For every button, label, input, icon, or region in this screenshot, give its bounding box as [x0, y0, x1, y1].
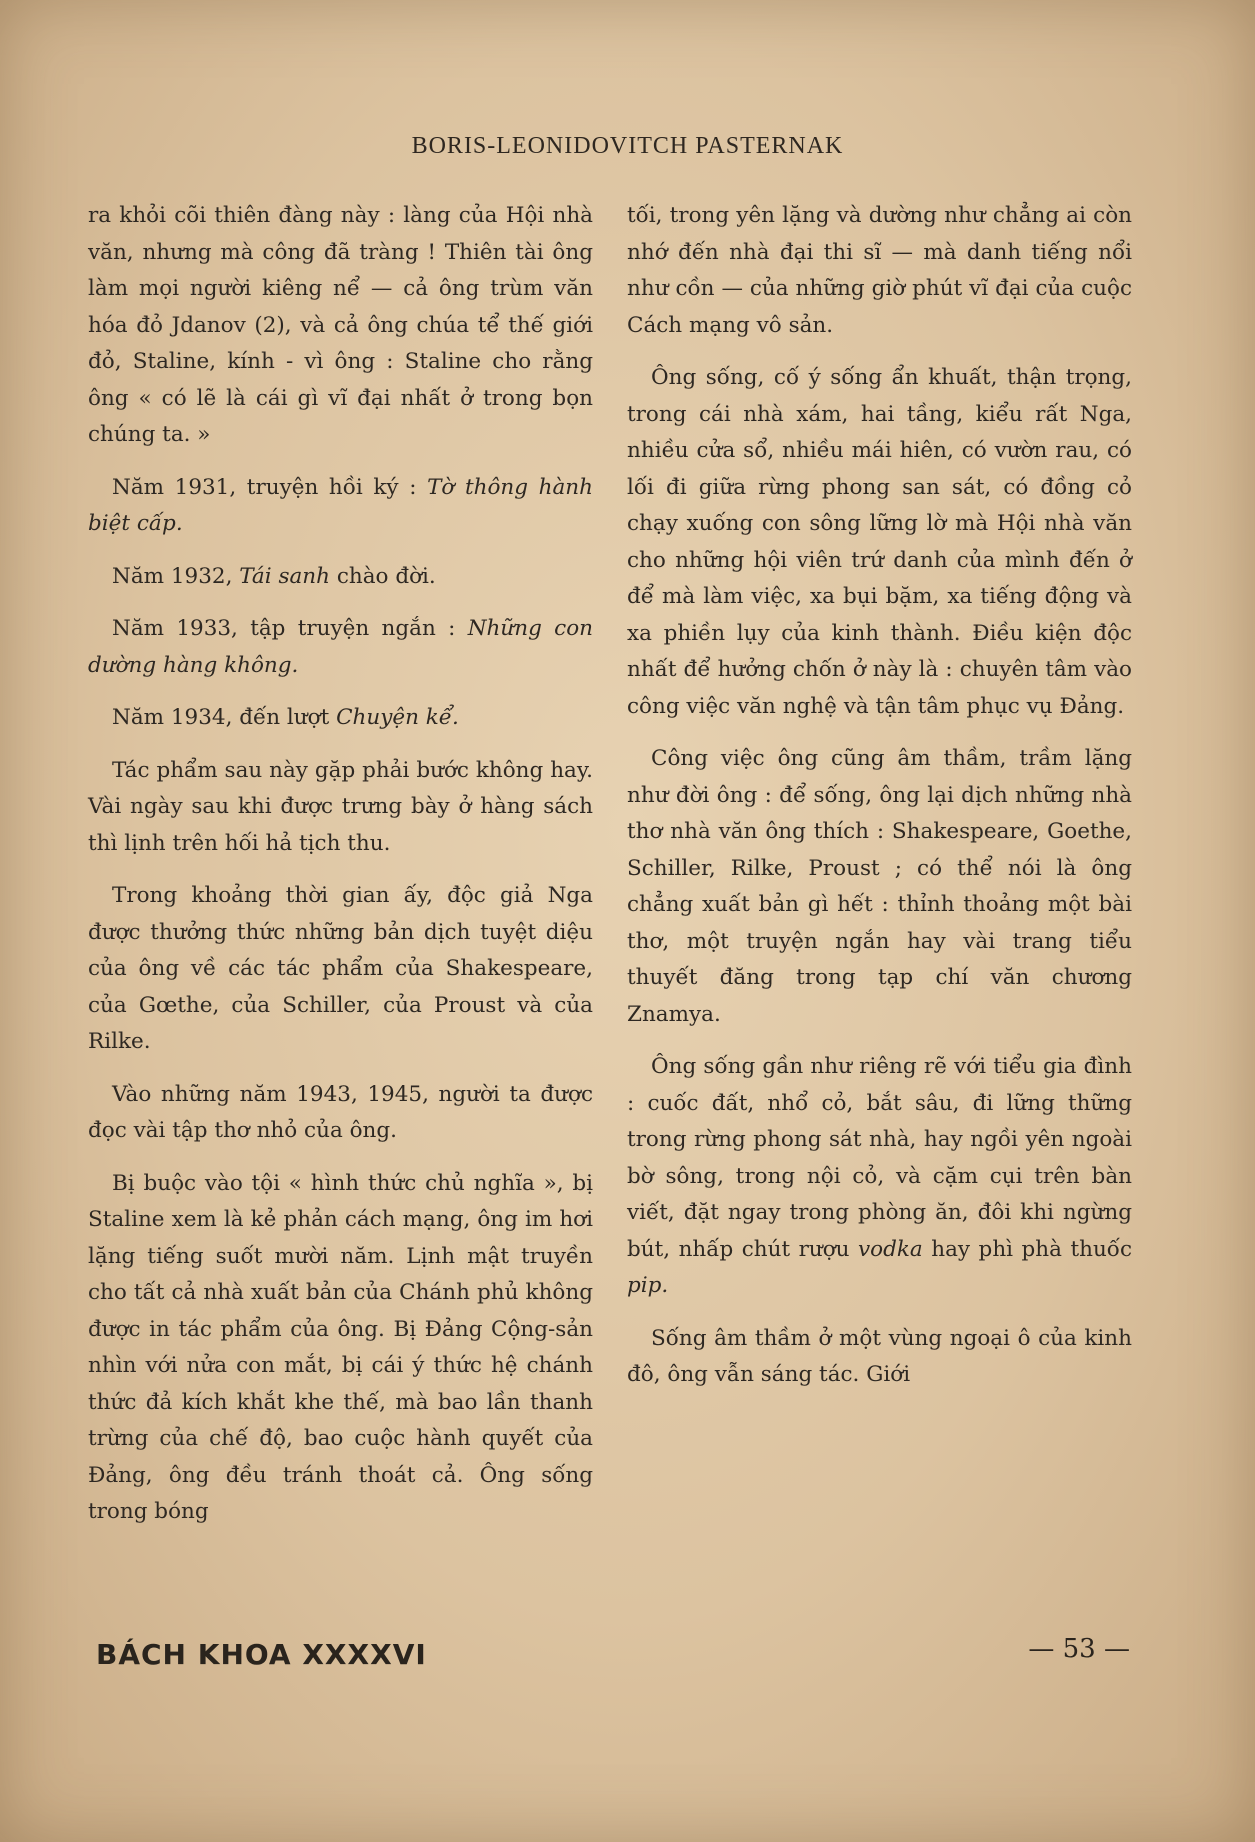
magazine-name: BÁCH KHOA XXXXVI — [96, 1638, 427, 1671]
book-title: Những con dường hàng không. — [88, 616, 593, 678]
paragraph-text: Năm 1931, truyện hồi ký : — [112, 474, 428, 500]
paragraph — [88, 611, 593, 684]
paragraph: Bị buộc vào tội « hình thức chủ nghĩa », bị Staline xem là kẻ phản cách mạng, ông im hơi lặng tiếng suốt mười năm. Lịnh mật truyền cho tất cả nhà xuất bản của Chánh phủ không được in tác phẩm của ông. Bị Đảng Cộng-sản nhìn với nửa con mắt, bị cái ý thức hệ chánh thức đả kích khắt khe thế, mà bao lần thanh trừng của chế độ, bao cuộc hành quyết của Đảng, ông đều tránh thoát cả. Ông sống trong bóng — [88, 1170, 593, 1524]
paragraph-text: Ông sống gần như riêng rẽ với tiểu gia đình : cuốc đất, nhổ cỏ, bắt sâu, đi lững thững trong rừng phong sát nhà, hay ngồi yên ngoài bờ sông, trong nội cỏ, và cặm cụi trên bàn viết, đặt ngay trong phòng ăn, đôi khi ngừng bút, nhấp chút rượu — [627, 1054, 1132, 1262]
paragraph — [88, 559, 593, 596]
paragraph: Trong khoảng thời gian ấy, độc giả Nga được thưởng thức những bản dịch tuyệt diệu của ông về các tác phẩm của Shakespeare, của Gœthe, của Schiller, của Proust và của Rilke. — [88, 883, 593, 1054]
paragraph-text: hay phì phà thuốc — [922, 1236, 1133, 1262]
left-column — [88, 198, 593, 1547]
paragraph: Tác phẩm sau này gặp phải bước không hay. Vài ngày sau khi được trưng bày ở hàng sách thì lịnh trên hối hả tịch thu. — [88, 757, 593, 856]
paragraph-text: chào đời. — [330, 563, 436, 589]
paragraph: ra khỏi cõi thiên đàng này : làng của Hội nhà văn, nhưng mà công đã tràng ! Thiên tài ông làm mọi người kiêng nể — cả ông trùm văn hóa đỏ Jdanov (2), và cả ông chúa tể thế giới đỏ, Staline, kính - vì ông : Staline cho rằng ông « có lẽ là cái gì vĩ đại nhất ở trong bọn chúng ta. » — [88, 203, 593, 447]
paragraph: Sống âm thầm ở một vùng ngoại ô của kinh đô, ông vẫn sáng tác. Giới — [627, 1325, 1132, 1387]
paragraph-text: Năm 1932, — [112, 563, 240, 589]
italic-term: pip. — [627, 1273, 669, 1298]
page-number: — 53 — — [1028, 1634, 1130, 1664]
paragraph: tối, trong yên lặng và dường như chẳng ai còn nhớ đến nhà đại thi sĩ — mà danh tiếng nổi như cồn — của những giờ phút vĩ đại của cuộc Cách mạng vô sản. — [627, 203, 1132, 338]
paragraph — [88, 470, 593, 543]
right-column — [627, 198, 1132, 1410]
running-title: BORIS-LEONIDOVITCH PASTERNAK — [411, 133, 844, 159]
paragraph — [627, 1049, 1132, 1305]
paragraph-text: Năm 1933, tập truyện ngắn : — [112, 616, 468, 641]
book-title: Tái sanh — [239, 563, 330, 589]
paragraph: Ông sống, cố ý sống ẩn khuất, thận trọng, trong cái nhà xám, hai tầng, kiểu rất Nga, nhiều cửa sổ, nhiều mái hiên, có vườn rau, có lối đi giữa rừng phong san sát, có đồng cỏ chạy xuống con sông lững lờ mà Hội nhà văn cho những hội viên trứ danh của mình đến ở để mà làm việc, xa bụi bặm, xa tiếng động và xa phiền lụy của kinh thành. Điều kiện độc nhất để hưởng chốn ở này là : chuyên tâm vào công việc văn nghệ và tận tâm phục vụ Đảng. — [627, 365, 1132, 719]
book-title: Chuyện kể. — [336, 705, 459, 730]
paragraph: Công việc ông cũng âm thầm, trầm lặng như đời ông : để sống, ông lại dịch những nhà thơ nhà văn ông thích : Shakespeare, Goethe, Schiller, Rilke, Proust ; có thể nói là ông chẳng xuất bản gì hết : thỉnh thoảng một bài thơ, một truyện ngắn hay vài trang tiểu thuyết đăng trong tạp chí văn chương Znamya. — [627, 746, 1132, 1027]
paragraph: Vào những năm 1943, 1945, người ta được đọc vài tập thơ nhỏ của ông. — [88, 1081, 593, 1143]
paragraph — [88, 700, 593, 737]
book-title: Tờ thông hành biệt cấp. — [88, 474, 593, 536]
italic-term: vodka — [858, 1236, 923, 1262]
paragraph-text: Năm 1934, đến lượt — [112, 705, 337, 730]
